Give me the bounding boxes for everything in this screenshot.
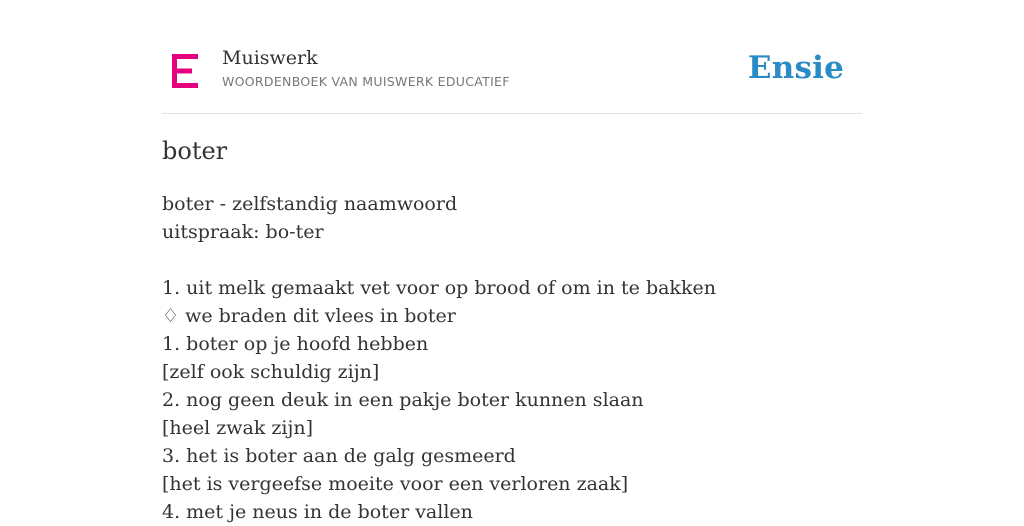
site-header <box>162 0 862 114</box>
entry-line: ♢ we braden dit vlees in boter <box>162 305 456 327</box>
entry-line <box>162 246 716 274</box>
entry-line: 3. het is boter aan de galg gesmeerd <box>162 445 516 467</box>
entry-line: [heel zwak zijn] <box>162 417 314 439</box>
entry-line: 1. uit melk gemaakt vet voor op brood of om in te bakken <box>162 277 716 299</box>
entry-line: [zelf ook schuldig zijn] <box>162 361 380 383</box>
entry-line: 1. boter op je hoofd hebben <box>162 333 429 355</box>
brand-block <box>222 46 510 89</box>
muiswerk-logo-icon[interactable] <box>172 54 198 88</box>
brand-subtitle: WOORDENBOEK VAN MUISWERK EDUCATIEF <box>222 74 510 89</box>
brand-name[interactable]: Muiswerk <box>222 47 318 69</box>
entry-title: boter <box>162 137 228 165</box>
entry-line: 2. nog geen deuk in een pakje boter kunnen slaan <box>162 389 644 411</box>
ensie-logo-link[interactable]: Ensie <box>747 50 844 86</box>
entry-definition <box>162 190 716 526</box>
entry-line: uitspraak: bo-ter <box>162 221 324 243</box>
entry-line: 4. met je neus in de boter vallen <box>162 501 473 523</box>
page-container <box>162 0 862 523</box>
entry-line: boter - zelfstandig naamwoord <box>162 193 458 215</box>
entry-line: [het is vergeefse moeite voor een verloren zaak] <box>162 473 629 495</box>
